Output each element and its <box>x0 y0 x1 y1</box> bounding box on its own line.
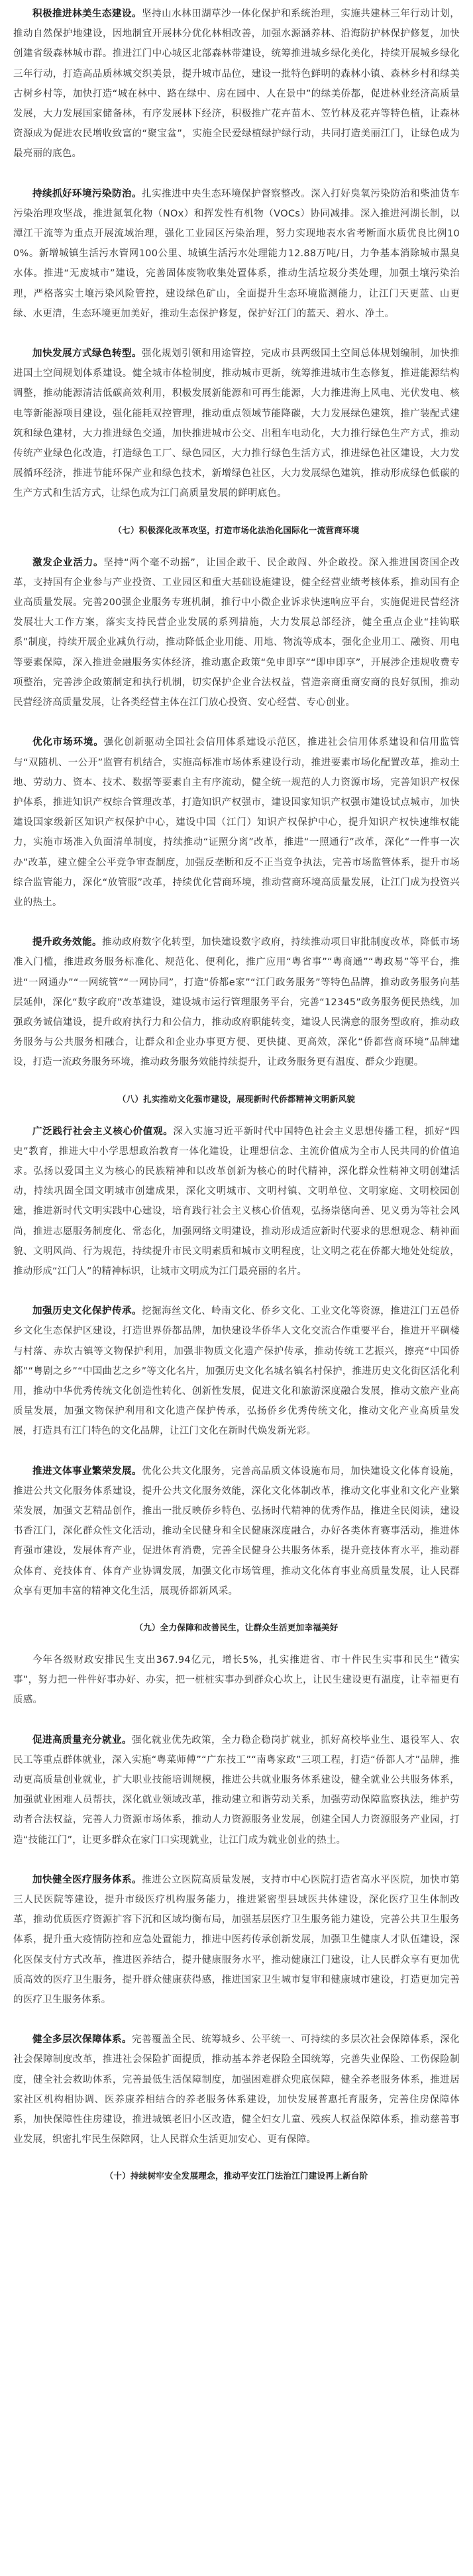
paragraph-lead: 积极推进林美生态建设。 <box>32 9 142 19</box>
paragraph-body: 坚持山水林田湖草沙一体化保护和系统治理，实施共建林三年行动计划，推动自然保护地建设，因地制宜开展林分优化林相改善，加强水源涵养林、沿海防护林保护修复，加快创建省级森林城市群。推进江门中心城区北部森林带建设，统筹推进城乡绿化美化，持续开展城乡绿化三年行动，打造高品质林城交织美景，提升城市品位，建设一批特色鲜明的森林小镇、森林乡村和绿美古树乡村等，加快打造“城在林中、路在绿中、房在园中、人在景中”的绿美侨都，促进林业经济高质量发展，大力发展国家储备林，有序发展林下经济，积极推广花卉苗木、笠竹林及花卉等特色植，让森林资源成为促进农民增收致富的“聚宝盆”，实施全民爱绿植绿护绿行动，共同打造美丽江门，让绿色成为最亮丽的底色。 <box>13 9 460 160</box>
paragraph-green-transition <box>13 344 460 504</box>
paragraph-lead: 优化市场环境。 <box>32 737 104 748</box>
paragraph-lead: 加快发展方式绿色转型。 <box>32 348 142 360</box>
paragraph-body: 强化创新驱动全国社会信用体系建设示范区，推进社会信用体系建设和信用监管与“双随机、一公开”监管有机结合，实施高标准市场体系建设行动，推进要素市场化配置改革，推动土地、劳动力、资本、技术、数据等要素自主有序流动，健全统一规范的人力资源市场，完善知识产权保护体系，推进知识产权综合管理改革，打造知识产权强市，建设国家知识产权强市建设试点城市，加快建设国家级新区知识产权保护中心，建设中国（江门）知识产权保护中心，提升知识产权快速维权能力，实施市场准入负面清单制度，持续推动“证照分离”改革，推进“一照通行”改革，深化“一件事一次办”改革，建立健全公平竞争审查制度，加强反垄断和反不正当竞争执法，完善市场监管体系，提升市场综合监管能力，深化“放管服”改革，持续优化营商环境，推动营商环境高质量发展，让江门成为投资兴业的热土。 <box>13 737 460 908</box>
paragraph-healthcare <box>13 1870 460 2010</box>
article-page <box>0 4 473 2576</box>
paragraph-body: 挖掘海丝文化、岭南文化、侨乡文化、工业文化等资源，推进江门五邑侨乡文化生态保护区建设，打造世界侨都品牌，加快建设华侨华人文化交流合作重要平台，推进开平碉楼与村落、赤坎古镇等文物保护利用，加强非物质文化遗产保护传承，推动传统工艺振兴，擦亮“中国侨都”“粤剧之乡”“中国曲艺之乡”等文化名片，加强历史文化名城名镇名村保护，推进历史文化街区活化利用，推动中华优秀传统文化创造性转化、创新性发展，促进文化和旅游深度融合发展，推动文旅产业高质量发展，加强文物保护利用和文化遗产保护传承，弘扬侨乡优秀传统文化，推动文化产业高质量发展，打造具有江门特色的文化品牌，让江门文化在新时代焕发新光彩。 <box>13 1306 460 1437</box>
paragraph-lead: 加快健全医疗服务体系。 <box>32 1874 142 1885</box>
paragraph-lead: 促进高质量充分就业。 <box>32 1734 132 1746</box>
section-heading-10: （十）持续树牢安全发展理念，推动平安江门法治江门建设再上新台阶 <box>105 2171 368 2181</box>
paragraph-body: 强化规划引领和用途管控，完成市县两级国土空间总体规划编制，加快推进国土空间规划体系建设。健全城市体检制度，推动城市更新，统筹推进城市生态修复，推进能源结构调整，推动能源清洁低碳高效利用，积极发展新能源和可再生能源，大力推进海上风电、光伏发电、核电等新能源项目建设，强化能耗双控管理，推动重点领域节能降碳，大力发展绿色建筑，推广装配式建筑和绿色建材，大力推进绿色交通，加快推进城市公交、出租车电动化，大力推行绿色生产方式，推动传统产业绿色化改造，打造绿色工厂、绿色园区，大力推行绿色生活方式，推进绿色社区建设，大力发展循环经济，推进节能环保产业和绿色技术，新增绿色社区，大力发展绿色建筑，推动形成绿色低碳的生产方式和生活方式，让绿色成为江门高质量发展的鲜明底色。 <box>13 348 460 499</box>
paragraph-lead: 推进文体事业繁荣发展。 <box>32 1465 142 1477</box>
paragraph-body: 完善覆盖全民、统筹城乡、公平统一、可持续的多层次社会保障体系，深化社会保障制度改革，推进社会保险扩面提质，推动基本养老保险全国统筹，完善失业保险、工伤保险制度，健全社会救助体系，完善最低生活保障制度，加强困难群众兜底保障，健全养老服务体系，推进居家社区机构相协调、医养康养相结合的养老服务体系建设，加快发展普惠托育服务，完善住房保障体系，加快保障性住房建设，推进城镇老旧小区改造，健全妇女儿童、残疾人权益保障体系，推动慈善事业发展，织密扎牢民生保障网，让人民群众生活更加安心、更有保障。 <box>13 2034 460 2146</box>
section-heading-8: （八）扎实推动文化强市建设，展现新时代侨都精神文明新风貌 <box>117 1093 356 1104</box>
paragraph-heritage <box>13 1301 460 1441</box>
paragraph-lead: 健全多层次保障体系。 <box>32 2034 132 2046</box>
paragraph-body: 推进公立医院高质量发展，支持市中心医院打造省高水平医院，加快市第三人民医院等建设，提升市级医疗机构服务能力，推进紧密型县域医共体建设，深化医疗卫生体制改革，推动优质医疗资源扩容下沉和区域均衡布局，加强基层医疗卫生服务能力建设，完善公共卫生服务体系，提升重大疫情防控和应急处置能力，推进中医药传承创新发展，加强卫生健康人才队伍建设，深化医保支付方式改革，推进医养结合，提升健康服务水平，推动健康江门建设，让人民群众享有更加优质高效的医疗卫生服务，提升群众健康获得感，推进国家卫生城市复审和健康城市建设，打造更加完善的医疗卫生服务体系。 <box>13 1874 460 2006</box>
section-heading-9: （九）全力保障和改善民生，让群众生活更加幸福美好 <box>134 1622 339 1633</box>
paragraph-body: 坚持“两个毫不动摇”，让国企敢干、民企敢闯、外企敢投。深入推进国资国企改革，支持国有企业参与产业投资、工业园区和重大基础设施建设，健全经营业绩考核体系，推动国有企业高质量发展。完善200强企业服务专班机制，推行中小微企业诉求快速响应平台，实施促进民营经济发展壮大工作方案，落实支持民营企业发展的系列措施，大力发展总部经济，健全重点企业“挂钩联系”制度，持续开展企业减负行动，推动降低企业用能、用地、物流等成本，强化企业用工、融资、用电等要素保障，深入推进金融服务实体经济，推动惠企政策“免申即享”“即申即享”，开展涉企违规收费专项整治，完善涉企政策制定和执行机制，切实保护企业合法权益，营造亲商重商安商的良好氛围，推动民营经济高质量发展，让各类经营主体在江门放心投资、安心经营、专心创业。 <box>13 557 460 709</box>
paragraph-body: 优化公共文化服务，完善高品质文体设施布局，加快建设文化体育设施，推进公共文化服务体系建设，提升公共文化服务效能，深化文化体制改革，推动文化事业和文化产业繁荣发展，加强文艺精品创作，推出一批反映侨乡特色、弘扬时代精神的优秀作品，推进全民阅读，建设书香江门，深化群众性文化活动，推动全民健身和全民健康深度融合，办好各类体育赛事活动，推进体育强市建设，发展体育产业，促进体育消费，完善全民健身公共服务体系，提升竞技体育水平，推动群众体育、竞技体育、体育产业协调发展，加强文化市场管理，推动文化体育事业高质量发展，让人民群众享有更加丰富的精神文化生活，展现侨都新风采。 <box>13 1465 460 1597</box>
paragraph-ecology <box>13 4 460 164</box>
section-heading-7: （七）积极深化改革攻坚，打造市场化法治化国际化一流营商环境 <box>113 524 360 535</box>
paragraph-body: 强化就业优先政策，全力稳企稳岗扩就业，抓好高校毕业生、退役军人、农民工等重点群体就业，深入实施“粤菜师傅”“广东技工”“南粤家政”三项工程，打造“侨都人才”品牌，推动更高质量创业就业，扩大职业技能培训规模，推进公共就业服务体系建设，健全就业公共服务体系，加强就业困难人员帮扶，深化就业领域改革，推动建立和谐劳动关系，加强劳动保障监察执法，维护劳动者合法权益，完善人力资源市场体系，推动人力资源服务业发展，创建全国人力资源服务产业园，打造“技能江门”，让更多群众在家门口实现就业，让江门成为就业创业的热土。 <box>13 1734 460 1846</box>
paragraph-culture-sports <box>13 1461 460 1601</box>
paragraph-body: 扎实推进中央生态环境保护督察整改。深入打好臭氧污染防治和柴油货车污染治理攻坚战，推进氮氧化物（NOx）和挥发性有机物（VOCs）协同减排。深入推进河湖长制，以潭江干流等为重点开展流域治理，强化工业园区污染治理，努力实现地表水省考断面水质优良比例100%。新增城镇生活污水管网100公里、城镇生活污水处理能力12.88万吨/日，力争基本消除城市黑臭水体。推进“无废城市”建设，完善固体废物收集处置体系，推动生活垃圾分类处理，加强土壤污染治理，严格落实土壤污染风险管控，建设绿色矿山，全面提升生态环境监测能力，让江门天更蓝、山更绿、水更清，生态环境更加美好，推动生态保护修复，保护好江门的蓝天、碧水、净土。 <box>13 188 460 319</box>
paragraph-lead: 加强历史文化保护传承。 <box>32 1306 142 1317</box>
paragraph-body: 今年各级财政安排民生支出367.94亿元，增长5%，扎实推进省、市十件民生实事和民生“微实事”，努力把一件件好事办好、办实，把一桩桩实事办到群众心坎上，让民生建设更有温度，让幸福更有质感。 <box>13 1655 460 1706</box>
paragraph-lead: 提升政务效能。 <box>32 937 103 948</box>
paragraph-social-security <box>13 2030 460 2150</box>
paragraph-lead: 广泛践行社会主义核心价值观。 <box>32 1126 174 1137</box>
paragraph-pollution <box>13 184 460 324</box>
paragraph-core-values <box>13 1122 460 1282</box>
paragraph-employment <box>13 1730 460 1850</box>
paragraph-market-environment <box>13 732 460 913</box>
paragraph-enterprise-vitality <box>13 553 460 713</box>
paragraph-lead: 持续抓好环境污染防治。 <box>32 188 142 199</box>
paragraph-lead: 激发企业活力。 <box>32 557 104 568</box>
paragraph-livelihood-budget <box>13 1650 460 1710</box>
paragraph-government-efficiency <box>13 932 460 1072</box>
paragraph-body: 推动政府数字化转型，加快建设数字政府，持续推动项目审批制度改革，降低市场准入门槛，推进政务服务标准化、规范化、便利化，推广应用“粤省事”“粤商通”“粤政易”等平台，推进“一网通办”“一网统管”“一网协同”，打造“侨都e家”“江门政务服务”等特色品牌，推动政务服务向基层延伸，深化“数字政府”改革建设，建设城市运行管理服务平台，完善“12345”政务服务便民热线，加强政务诚信建设，提升政府执行力和公信力，推动政府职能转变，建设人民满意的服务型政府，推动政务服务与公共服务相融合，让群众和企业办事更方便、更快捷、更高效，深化“侨都营商环境”品牌建设，打造一流政务服务环境，推动政务服务效能持续提升，让政务服务更有温度、群众少跑腿。 <box>13 937 460 1068</box>
paragraph-body: 深入实施习近平新时代中国特色社会主义思想传播工程，抓好“四史”教育，推进大中小学思想政治教育一体化建设，让理想信念、主流价值成为全市人民共同的价值追求。弘扬以爱国主义为核心的民族精神和以改革创新为核心的时代精神，深化群众性精神文明创建活动，持续巩固全国文明城市创建成果，深化文明城市、文明村镇、文明单位、文明家庭、文明校园创建，推进新时代文明实践中心建设，培育践行社会主义核心价值观，弘扬崇德向善、见义勇为等社会风尚，推进志愿服务制度化、常态化，加强网络文明建设，推动形成适应新时代要求的思想观念、精神面貌、文明风尚、行为规范，持续提升市民文明素质和城市文明程度，让文明之花在侨都大地处处绽放，推动形成“江门人”的精神标识，让城市文明成为江门最亮丽的名片。 <box>13 1126 460 1277</box>
